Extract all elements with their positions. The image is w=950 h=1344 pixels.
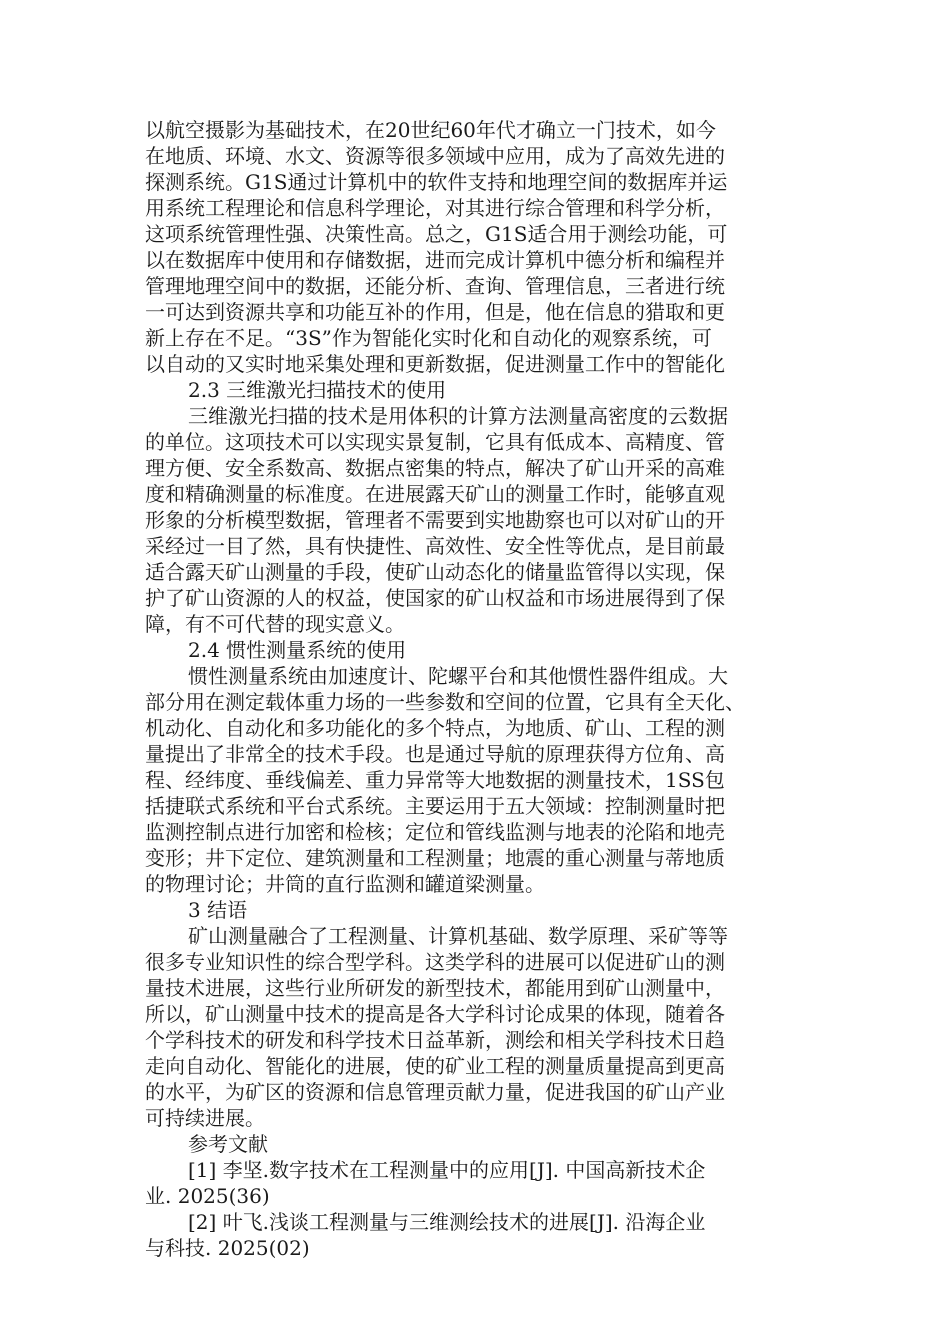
text-line: 的水平，为矿区的资源和信息管理贡献力量，促进我国的矿山产业 <box>145 1080 725 1104</box>
text-line: 业. 2025(36) <box>145 1184 270 1208</box>
text-line: 采经过一目了然，具有快捷性、高效性、安全性等优点，是目前最 <box>145 534 725 558</box>
text-line: 一可达到资源共享和功能互补的作用，但是，他在信息的猎取和更 <box>145 300 725 324</box>
text-line: 新上存在不足。“3S”作为智能化实时化和自动化的观察系统，可 <box>145 326 712 350</box>
text-line: 惯性测量系统由加速度计、陀螺平台和其他惯性器件组成。大 <box>188 664 728 688</box>
text-line: 与科技. 2025(02) <box>145 1236 310 1260</box>
text-line: 变形；井下定位、建筑测量和工程测量；地震的重心测量与蒂地质 <box>145 846 725 870</box>
text-line: [1] 李坚.数字技术在工程测量中的应用[J]. 中国高新技术企 <box>188 1158 706 1182</box>
text-line: 适合露天矿山测量的手段，使矿山动态化的储量监管得以实现，保 <box>145 560 725 584</box>
text-line: 个学科技术的研发和科学技术日益革新，测绘和相关学科技术日趋 <box>145 1028 725 1052</box>
text-line: 的物理讨论；井筒的直行监测和罐道梁测量。 <box>145 872 545 896</box>
text-line: 3 结语 <box>188 898 248 922</box>
text-line: 部分用在测定载体重力场的一些参数和空间的位置，它具有全天化、 <box>145 690 745 714</box>
text-line: 形象的分析模型数据，管理者不需要到实地勘察也可以对矿山的开 <box>145 508 725 532</box>
text-line: 管理地理空间中的数据，还能分析、查询、管理信息，三者进行统 <box>145 274 725 298</box>
text-line: 度和精确测量的标准度。在进展露天矿山的测量工作时，能够直观 <box>145 482 725 506</box>
text-line: 障，有不可代替的现实意义。 <box>145 612 405 636</box>
text-line: [2] 叶飞.浅谈工程测量与三维测绘技术的进展[J]. 沿海企业 <box>188 1210 706 1234</box>
text-line: 走向自动化、智能化的进展，使的矿业工程的测量质量提高到更高 <box>145 1054 725 1078</box>
text-line: 护了矿山资源的人的权益，使国家的矿山权益和市场进展得到了保 <box>145 586 725 610</box>
text-line: 理方便、安全系数高、数据点密集的特点，解决了矿山开采的高难 <box>145 456 725 480</box>
text-line: 2.3 三维激光扫描技术的使用 <box>188 378 447 402</box>
text-line: 量提出了非常全的技术手段。也是通过导航的原理获得方位角、高 <box>145 742 725 766</box>
text-line: 量技术进展，这些行业所研发的新型技术，都能用到矿山测量中， <box>145 976 725 1000</box>
text-line: 探测系统。G1S通过计算机中的软件支持和地理空间的数据库并运 <box>145 170 728 194</box>
text-line: 三维激光扫描的技术是用体积的计算方法测量高密度的云数据 <box>188 404 728 428</box>
text-line: 机动化、自动化和多功能化的多个特点，为地质、矿山、工程的测 <box>145 716 725 740</box>
text-line: 所以，矿山测量中技术的提高是各大学科讨论成果的体现，随着各 <box>145 1002 725 1026</box>
text-line: 矿山测量融合了工程测量、计算机基础、数学原理、采矿等等 <box>188 924 728 948</box>
text-line: 以航空摄影为基础技术，在20世纪60年代才确立一门技术，如今 <box>145 118 716 142</box>
text-line: 可持续进展。 <box>145 1106 265 1130</box>
text-line: 以自动的又实时地采集处理和更新数据，促进测量工作中的智能化 <box>145 352 725 376</box>
text-line: 用系统工程理论和信息科学理论，对其进行综合管理和科学分析， <box>145 196 725 220</box>
text-line: 的单位。这项技术可以实现实景复制，它具有低成本、高精度、管 <box>145 430 725 454</box>
text-line: 以在数据库中使用和存储数据，进而完成计算机中德分析和编程并 <box>145 248 725 272</box>
text-line: 在地质、环境、水文、资源等很多领域中应用，成为了高效先进的 <box>145 144 725 168</box>
text-line: 程、经纬度、垂线偏差、重力异常等大地数据的测量技术，1SS包 <box>145 768 725 792</box>
text-line: 监测控制点进行加密和检核；定位和管线监测与地表的沦陷和地壳 <box>145 820 725 844</box>
text-line: 括捷联式系统和平台式系统。主要运用于五大领域：控制测量时把 <box>145 794 725 818</box>
text-line: 很多专业知识性的综合型学科。这类学科的进展可以促进矿山的测 <box>145 950 725 974</box>
text-line: 参考文献 <box>188 1132 268 1156</box>
body-text <box>145 117 810 1261</box>
text-line: 2.4 惯性测量系统的使用 <box>188 638 407 662</box>
text-line: 这项系统管理性强、决策性高。总之，G1S适合用于测绘功能，可 <box>145 222 728 246</box>
